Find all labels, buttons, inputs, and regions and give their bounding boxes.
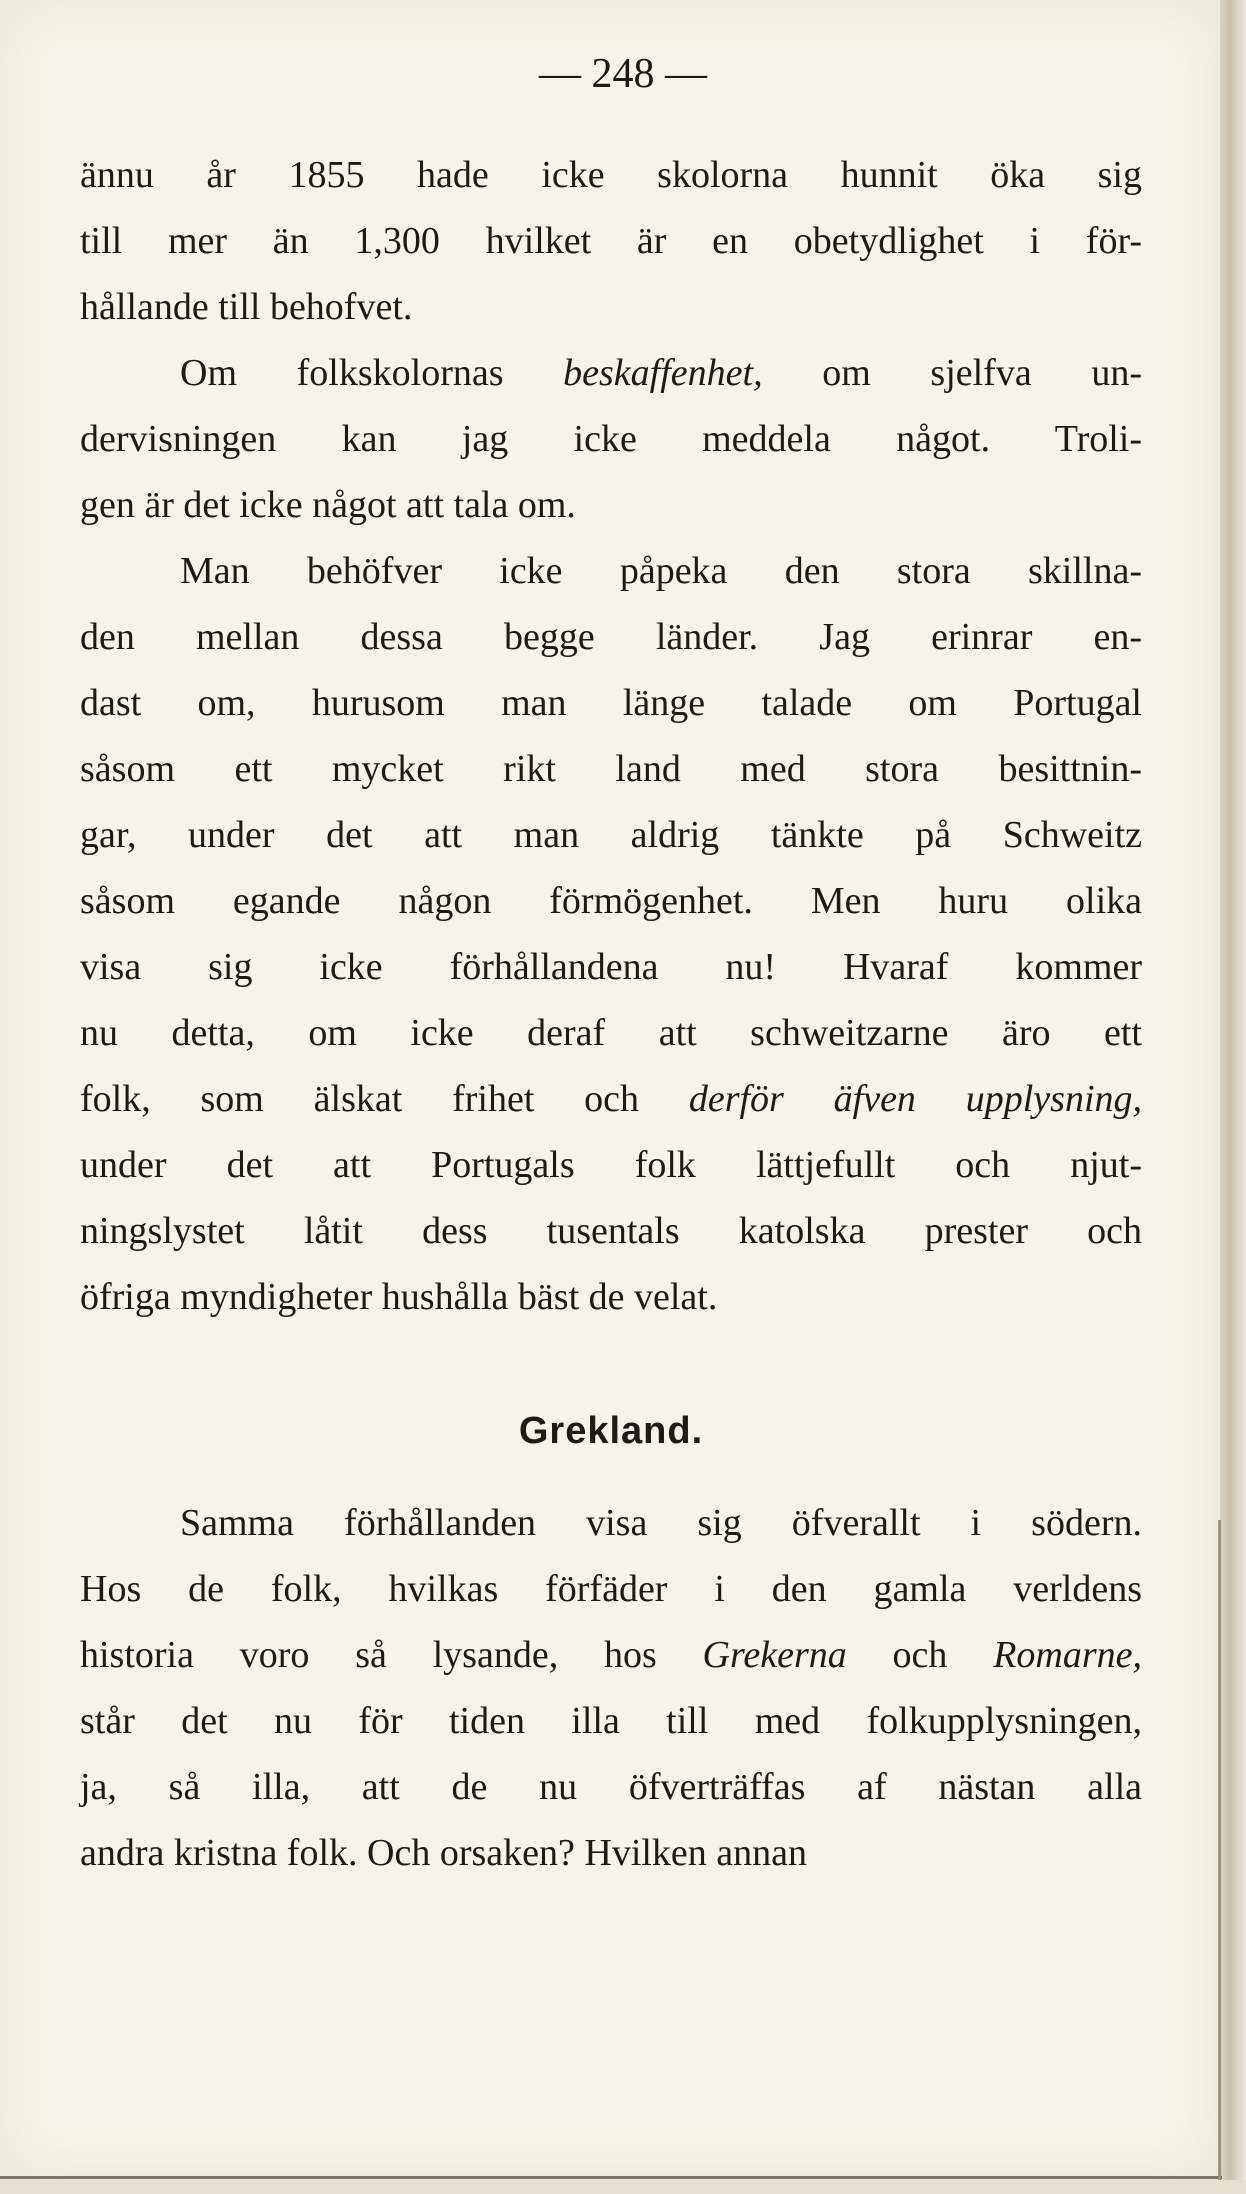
text-line: visa sig icke förhållandena nu! Hvaraf kommer xyxy=(80,946,1142,988)
text-line: Om folkskolornas beskaffenhet, om sjelfva un- xyxy=(180,352,1142,394)
paragraph xyxy=(80,340,1142,538)
paragraphs-after-heading xyxy=(80,1490,1142,1886)
text-line: dervisningen kan jag icke meddela något. Troli- xyxy=(80,418,1142,460)
italic-text: Romarne, xyxy=(993,1634,1142,1676)
paragraph xyxy=(80,1490,1142,1886)
text-line: nu detta, om icke deraf att schweitzarne äro ett xyxy=(80,1012,1142,1054)
text-line: till mer än 1,300 hvilket är en obetydlighet i för- xyxy=(80,220,1142,262)
text-line: öfriga myndigheter hushålla bäst de velat. xyxy=(80,1276,718,1318)
paragraph xyxy=(80,142,1142,340)
paragraph xyxy=(80,538,1142,1330)
text-line: gar, under det att man aldrig tänkte på Schweitz xyxy=(80,814,1142,856)
text-line: Man behöfver icke påpeka den stora skillna- xyxy=(180,550,1142,592)
bottom-edge-line xyxy=(0,2176,1222,2179)
side-edge-line xyxy=(1218,1520,1221,2180)
section-heading: Grekland. xyxy=(518,1410,704,1452)
page-number: — 248 — xyxy=(539,51,707,97)
text-line: historia voro så lysande, hos Grekerna och Romarne, xyxy=(80,1634,1142,1676)
text-line: dast om, hurusom man länge talade om Portugal xyxy=(80,682,1142,724)
text-line: ännu år 1855 hade icke skolorna hunnit öka sig xyxy=(80,154,1142,196)
page-edge xyxy=(1220,0,1246,2194)
text-line: såsom ett mycket rikt land med stora besittnin- xyxy=(80,748,1142,790)
text-line: under det att Portugals folk lättjefullt och njut- xyxy=(80,1144,1142,1186)
italic-text: beskaffenhet, xyxy=(563,352,763,394)
text-line: såsom egande någon förmögenhet. Men huru olika xyxy=(80,880,1142,922)
text-line: folk, som älskat frihet och derför äfven upplysning, xyxy=(80,1078,1142,1120)
text-line: Samma förhållanden visa sig öfverallt i södern. xyxy=(180,1502,1142,1544)
text-line: hållande till behofvet. xyxy=(80,286,413,328)
text-line: andra kristna folk. Och orsaken? Hvilken annan xyxy=(80,1832,808,1874)
text-line: den mellan dessa begge länder. Jag erinrar en- xyxy=(80,616,1142,658)
italic-text: Grekerna xyxy=(702,1634,847,1676)
text-line: gen är det icke något att tala om. xyxy=(80,484,576,526)
page-bottom-margin xyxy=(0,2180,1246,2194)
body-text xyxy=(80,142,1142,1886)
text-line: ningslystet låtit dess tusentals katolska prester och xyxy=(80,1210,1142,1252)
text-line: står det nu för tiden illa till med folkupplysningen, xyxy=(80,1700,1142,1742)
paragraphs-before-heading xyxy=(80,142,1142,1330)
text-line: Hos de folk, hvilkas förfäder i den gamla verldens xyxy=(80,1568,1142,1610)
text-line: ja, så illa, att de nu öfverträffas af nästan alla xyxy=(80,1766,1142,1808)
italic-text: derför äfven upplysning, xyxy=(688,1078,1142,1120)
